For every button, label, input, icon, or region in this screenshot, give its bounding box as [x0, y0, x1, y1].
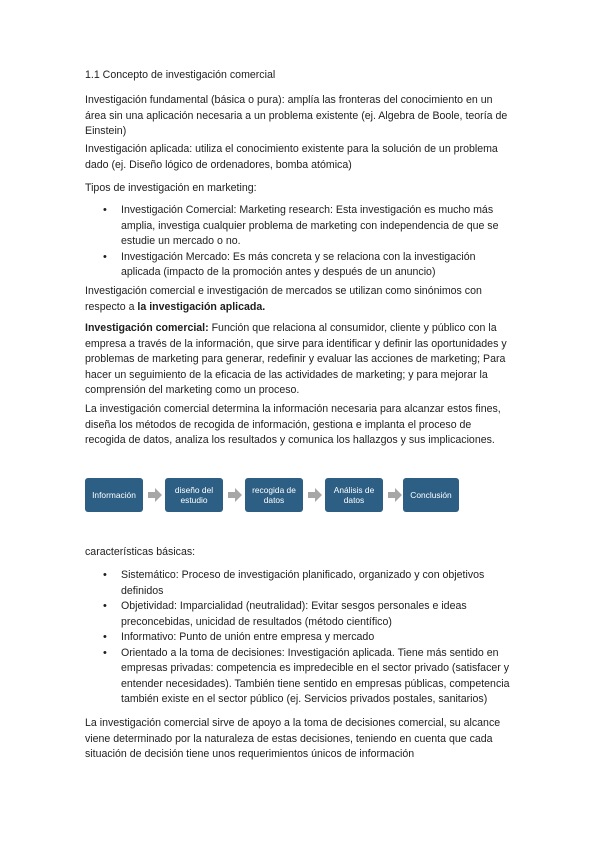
paragraph-definicion — [85, 321, 513, 399]
caracteristicas-list — [85, 568, 515, 708]
sinonimos-bold: la investigación aplicada. — [137, 300, 266, 313]
sinonimos-text: Investigación comercial e investigación de mercados se utilizan como sinónimos con respecto a — [85, 285, 482, 313]
section-heading: 1.1 Concepto de investigación comercial — [85, 69, 276, 81]
paragraph-sinonimos — [85, 284, 513, 315]
flow-step-conclusion: Conclusión — [403, 478, 459, 512]
paragraph-determina: La investigación comercial determina la información necesaria para alcanzar estos fines, diseña los métodos de recogida de información, gestiona e implanta el proceso de recogida de datos, analiza los resultados y comunica los hallazgos y sus implicaciones. — [85, 403, 501, 446]
list-item: • Sistemático: Proceso de investigación planificado, organizado y con objetivos definidos — [85, 568, 515, 599]
list-item: • Objetividad: Imparcialidad (neutralidad): Evitar sesgos personales e ideas preconcebidas, unicidad de resultados (método científico) — [85, 599, 515, 630]
paragraph-caracteristicas: características básicas: — [85, 546, 196, 558]
paragraph-final: La investigación comercial sirve de apoyo a la toma de decisiones comercial, su alcance viene determinado por la naturaleza de estas decisiones, teniendo en cuenta que cada situación de decisión tiene unos requerimientos únicos de información — [85, 717, 501, 760]
list-item: • Investigación Mercado: Es más concreta y se relaciona con la investigación aplicada (impacto de la promoción antes y después de un anuncio) — [85, 250, 515, 281]
paragraph-tipos: Tipos de investigación en marketing: — [85, 182, 257, 194]
list-item: • Informativo: Punto de unión entre empresa y mercado — [85, 630, 515, 646]
paragraph-aplicada: Investigación aplicada: utiliza el conocimiento existente para la solución de un problema dado (ej. Diseño lógico de ordenadores, bomba atómica) — [85, 143, 498, 171]
flow-step-informacion: Información — [85, 478, 143, 512]
list-item: • Orientado a la toma de decisiones: Investigación aplicada. Tiene más sentido en empresas privadas: competencia es impredecible en el sector privado (satisfacer y entender necesidades). También tiene sentido en empresas públicas, competencia también existe en el sector público (ej. Servicios privados postales, sanitarios) — [85, 646, 515, 708]
process-flow-diagram — [85, 478, 459, 514]
arrow-right-icon — [148, 488, 162, 502]
arrow-right-icon — [228, 488, 242, 502]
arrow-right-icon — [388, 488, 402, 502]
flow-step-analisis: Análisis de datos — [325, 478, 383, 512]
paragraph-fundamental: Investigación fundamental (básica o pura): amplía las fronteras del conocimiento en un área sin una aplicación necesaria a un problema existente (ej. Algebra de Boole, teoría de Einstein) — [85, 94, 508, 137]
definicion-term: Investigación comercial: — [85, 322, 209, 334]
definicion-text: Función que relaciona al consumidor, cliente y público con la empresa a través de la información, que sirve para identificar y definir las oportunidades y problemas de marketing para generar, redefinir y evaluar las acciones de marketing; Para hacer un seguimiento de la eficacia de las actividades de marketing; y para mejorar la comprensión del marketing como un proceso. — [85, 322, 507, 396]
flow-step-recogida: recogida de datos — [245, 478, 303, 512]
arrow-right-icon — [308, 488, 322, 502]
tipos-list — [85, 203, 515, 281]
flow-step-diseno: diseño del estudio — [165, 478, 223, 512]
list-item: • Investigación Comercial: Marketing research: Esta investigación es mucho más amplia, investiga cualquier problema de marketing con independencia de que se estudie un mercado o no. — [85, 203, 515, 250]
